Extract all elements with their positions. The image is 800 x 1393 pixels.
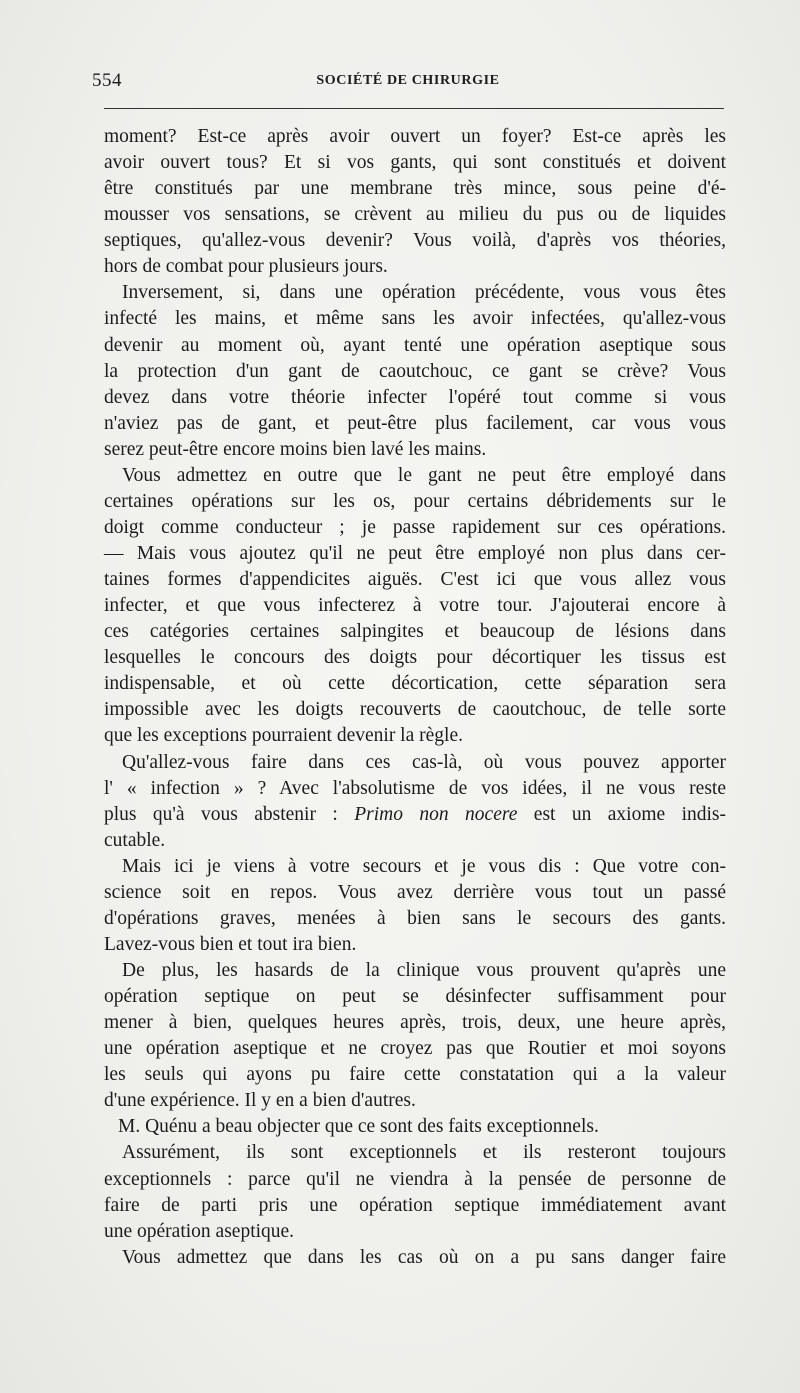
- text-line: avoir ouvert tous? Et si vos gants, qui sont constitués et doivent: [104, 152, 726, 174]
- text-line: être constitués par une membrane très mince, sous peine d'é-: [104, 178, 726, 200]
- text-line: septiques, qu'allez-vous devenir? Vous voilà, d'après vos théories,: [104, 230, 726, 252]
- text-line: devez dans votre théorie infecter l'opéré tout comme si vous: [104, 386, 726, 408]
- text-line: lesquelles le concours des doigts pour décortiquer les tissus est: [104, 647, 726, 669]
- text-line: M. Quénu a beau objecter que ce sont des faits exceptionnels.: [118, 1116, 599, 1138]
- text-line: une opération aseptique et ne croyez pas que Routier et moi soyons: [104, 1038, 726, 1060]
- text-line: d'opérations graves, menées à bien sans le secours des gants.: [104, 907, 726, 929]
- text-line: d'une expérience. Il y en a bien d'autres.: [104, 1090, 416, 1112]
- page-number: 554: [92, 70, 122, 91]
- text-line: l' « infection » ? Avec l'absolutisme de vos idées, il ne vous reste: [104, 777, 726, 799]
- text-line: devenir au moment où, ayant tenté une opération aseptique sous: [104, 334, 726, 356]
- text-line: certaines opérations sur les os, pour certains débridements sur le: [104, 490, 726, 512]
- text-line: [104, 802, 726, 828]
- text-line: Inversement, si, dans une opération précédente, vous vous êtes: [122, 282, 726, 304]
- text-line: infecté les mains, et même sans les avoir infectées, qu'allez-vous: [104, 308, 726, 330]
- text-line: De plus, les hasards de la clinique vous prouvent qu'après une: [122, 960, 726, 981]
- text-line: une opération aseptique.: [104, 1220, 295, 1242]
- latin-maxim: Primo non nocere: [354, 803, 518, 825]
- text-line: Vous admettez en outre que le gant ne peut être employé dans: [122, 464, 726, 486]
- text-line: Lavez-vous bien et tout ira bien.: [104, 933, 357, 955]
- text-line: Mais ici je viens à votre secours et je vous dis : Que votre con-: [122, 855, 726, 877]
- text-line: faire de parti pris une opération septique immédiatement avant: [104, 1194, 726, 1216]
- text-line: les seuls qui ayons pu faire cette constatation qui a la valeur: [104, 1064, 726, 1086]
- text-line: science soit en repos. Vous avez derrière vous tout un passé: [104, 881, 726, 903]
- text-line: mousser vos sensations, se crèvent au milieu du pus ou de liquides: [104, 204, 726, 226]
- body-text: [104, 124, 726, 1271]
- header-rule: [104, 108, 724, 109]
- text-line: mener à bien, quelques heures après, trois, deux, une heure après,: [104, 1012, 726, 1034]
- text-line: hors de combat pour plusieurs jours.: [104, 256, 388, 278]
- text-line: taines formes d'appendicites aiguës. C'est ici que vous allez vous: [104, 569, 726, 591]
- text-line: Assurément, ils sont exceptionnels et ils resteront toujours: [122, 1142, 726, 1164]
- text-line: cutable.: [104, 829, 166, 851]
- text-line: impossible avec les doigts recouverts de caoutchouc, de telle sorte: [104, 699, 726, 721]
- text-line: que les exceptions pourraient devenir la règle.: [104, 725, 463, 747]
- running-title: SOCIÉTÉ DE CHIRURGIE: [316, 73, 500, 88]
- text-fragment: est un axiome indis-: [533, 803, 726, 825]
- text-line: exceptionnels : parce qu'il ne viendra à la pensée de personne de: [104, 1168, 726, 1190]
- text-line: ces catégories certaines salpingites et beaucoup de lésions dans: [104, 621, 726, 643]
- text-line: moment? Est-ce après avoir ouvert un foyer? Est-ce après les: [104, 126, 726, 147]
- text-fragment: plus qu'à vous abstenir :: [104, 803, 338, 825]
- page-header: [92, 70, 724, 94]
- text-line: la protection d'un gant de caoutchouc, ce gant se crève? Vous: [104, 360, 726, 382]
- text-line: Vous admettez que dans les cas où on a pu sans danger faire: [122, 1246, 726, 1268]
- text-line: opération septique on peut se désinfecter suffisamment pour: [104, 986, 726, 1008]
- text-line: infecter, et que vous infecterez à votre tour. J'ajouterai encore à: [104, 595, 726, 617]
- text-line: doigt comme conducteur ; je passe rapidement sur ces opérations.: [104, 516, 726, 538]
- text-line: indispensable, et où cette décortication, cette séparation sera: [104, 673, 726, 695]
- text-line: n'aviez pas de gant, et peut-être plus facilement, car vous vous: [104, 412, 726, 434]
- text-line: Qu'allez-vous faire dans ces cas-là, où vous pouvez apporter: [122, 751, 726, 773]
- text-line: — Mais vous ajoutez qu'il ne peut être employé non plus dans cer-: [104, 543, 726, 564]
- text-line: serez peut-être encore moins bien lavé les mains.: [104, 438, 487, 460]
